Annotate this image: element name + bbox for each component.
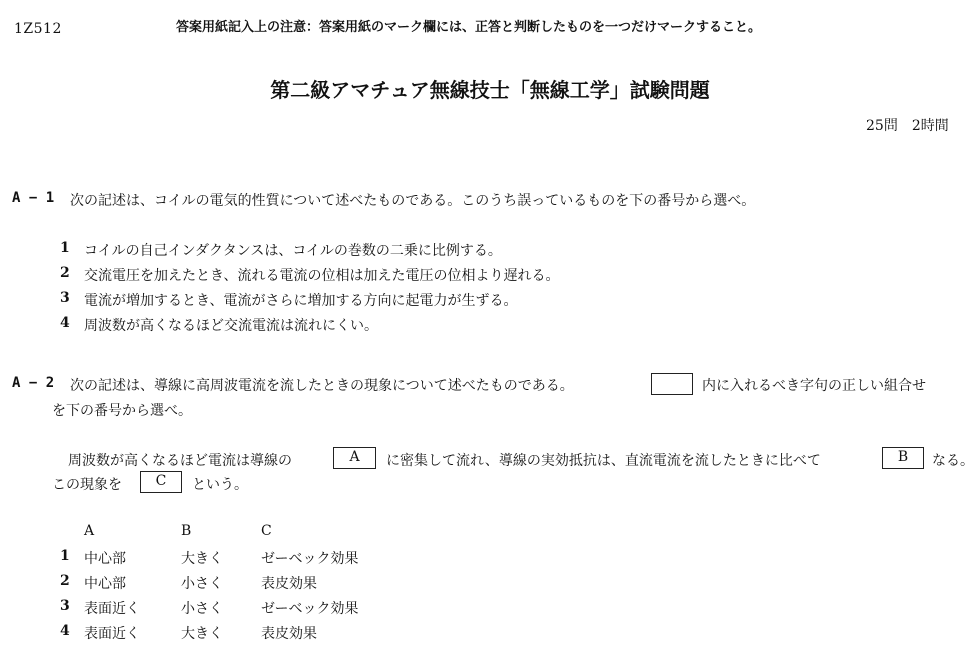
table-cell-b: 小さく — [181, 601, 223, 617]
question-text-a1: 次の記述は、コイルの電気的性質について述べたものである。このうち誤っているものを下の番号から選べ。 — [70, 193, 756, 209]
table-cell-b: 大きく — [181, 626, 223, 642]
option-text: 電流が増加するとき、電流がさらに増加する方向に起電力が生ずる。 — [84, 293, 518, 309]
table-cell-a: 中心部 — [84, 576, 126, 592]
column-header-a: A — [84, 523, 95, 539]
blank-box — [651, 373, 693, 395]
option-number[interactable]: 4 — [60, 623, 70, 639]
table-cell-a: 表面近く — [84, 601, 140, 617]
passage-text: この現象を — [52, 477, 122, 493]
table-cell-c: ゼーベック効果 — [261, 601, 359, 617]
option-number[interactable]: 3 — [60, 598, 70, 614]
option-number[interactable]: 1 — [60, 240, 70, 256]
answer-sheet-notice: 答案用紙記入上の注意：答案用紙のマーク欄には、正答と判断したものを一つだけマークすること。 — [176, 20, 762, 35]
table-cell-c: ゼーベック効果 — [261, 551, 359, 567]
table-cell-a: 表面近く — [84, 626, 140, 642]
option-number[interactable]: 2 — [60, 573, 70, 589]
table-cell-c: 表皮効果 — [261, 576, 317, 592]
page-title: 第二級アマチュア無線技士「無線工学」試験問題 — [270, 78, 710, 102]
option-number[interactable]: 3 — [60, 290, 70, 306]
table-cell-b: 小さく — [181, 576, 223, 592]
option-number[interactable]: 1 — [60, 548, 70, 564]
column-header-b: B — [181, 523, 192, 539]
table-cell-b: 大きく — [181, 551, 223, 567]
table-cell-c: 表皮効果 — [261, 626, 317, 642]
blank-c-box: C — [140, 471, 182, 493]
passage-text: なる。 — [932, 453, 974, 469]
table-cell-a: 中心部 — [84, 551, 126, 567]
blank-a-box: A — [333, 447, 376, 469]
passage-text: という。 — [192, 477, 248, 493]
option-text: コイルの自己インダクタンスは、コイルの巻数の二乗に比例する。 — [84, 243, 502, 259]
option-text: 交流電圧を加えたとき、流れる電流の位相は加えた電圧の位相より遅れる。 — [84, 268, 560, 284]
question-text-a2-cont: 内に入れるべき字句の正しい組合せ — [702, 378, 926, 394]
question-text-a2: 次の記述は、導線に高周波電流を流したときの現象について述べたものである。 — [70, 378, 574, 394]
exam-code: 1Z512 — [14, 21, 62, 37]
question-text-a2-line2: を下の番号から選べ。 — [52, 403, 192, 419]
passage-text: 周波数が高くなるほど電流は導線の — [68, 453, 292, 469]
column-header-c: C — [261, 523, 272, 539]
question-number-a1: A − 1 — [12, 190, 55, 206]
option-text: 周波数が高くなるほど交流電流は流れにくい。 — [84, 318, 378, 334]
question-number-a2: A − 2 — [12, 375, 55, 391]
option-number[interactable]: 4 — [60, 315, 70, 331]
blank-b-box: B — [882, 447, 924, 469]
passage-text: に密集して流れ、導線の実効抵抗は、直流電流を流したときに比べて — [386, 453, 821, 469]
exam-meta: 25問 2時間 — [866, 118, 949, 134]
option-number[interactable]: 2 — [60, 265, 70, 281]
